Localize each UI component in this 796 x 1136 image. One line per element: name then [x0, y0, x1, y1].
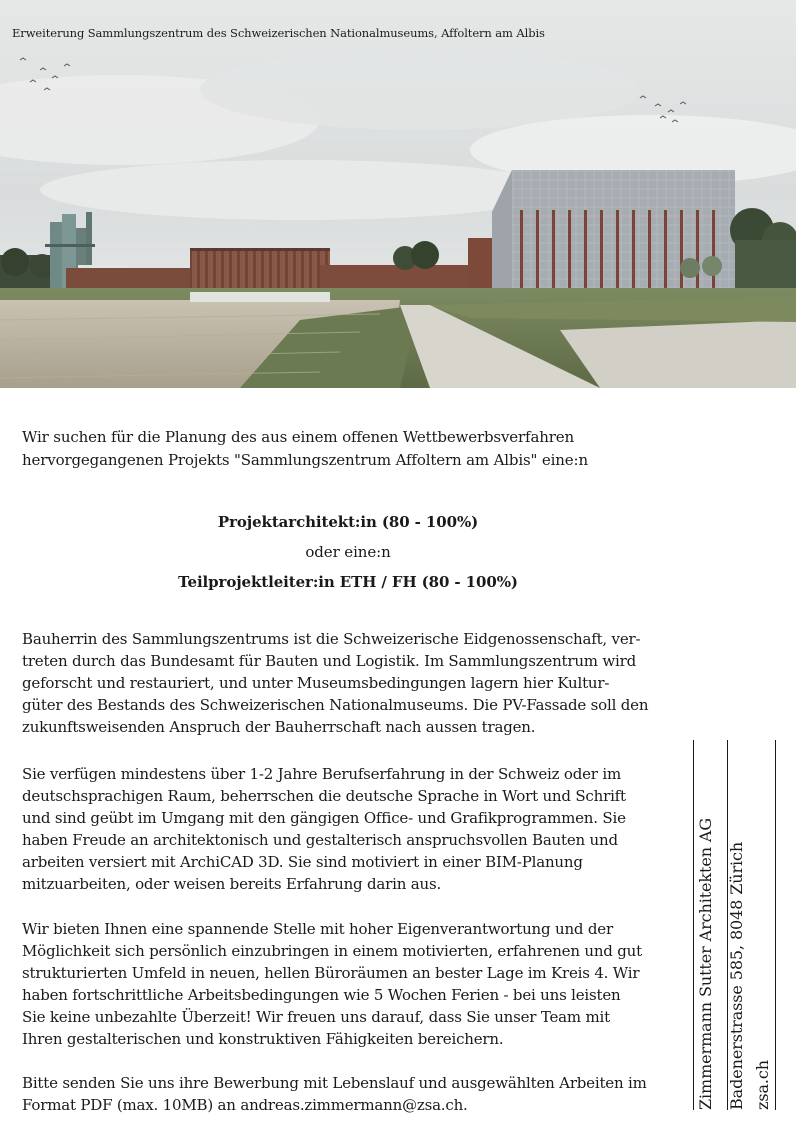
paragraph-requirements	[22, 763, 682, 895]
paragraph-line: Möglichkeit sich persönlich einzubringen in einem motivierten, erfahrenen und gut	[22, 942, 642, 960]
rendering-caption: Erweiterung Sammlungszentrum des Schweizerischen Nationalmuseums, Affoltern am Albis	[12, 26, 545, 40]
paragraph-line: güter des Bestands des Schweizerischen Nationalmuseums. Die PV-Fassade soll den	[22, 696, 649, 714]
paragraph-line: zukunftsweisenden Anspruch der Bauherrschaft nach aussen tragen.	[22, 718, 536, 736]
column-divider	[775, 740, 776, 1110]
paragraph-line: Bitte senden Sie uns ihre Bewerbung mit Lebenslauf und ausgewählten Arbeiten im	[22, 1074, 647, 1092]
paragraph-line: treten durch das Bundesamt für Bauten und Logistik. Im Sammlungszentrum wird	[22, 652, 637, 670]
position-title-secondary: Teilprojektleiter:in ETH / FH (80 - 100%)	[178, 573, 518, 591]
paragraph-client	[22, 628, 682, 738]
architectural-rendering-image	[0, 0, 796, 388]
paragraph-line: Wir bieten Ihnen eine spannende Stelle mit hoher Eigenverantwortung und der	[22, 920, 613, 938]
position-connector: oder eine:n	[305, 543, 391, 561]
intro-line: hervorgegangenen Projekts "Sammlungszentrum Affoltern am Albis" eine:n	[22, 451, 588, 469]
paragraph-line: Bauherrin des Sammlungszentrums ist die Schweizerische Eidgenossenschaft, ver-	[22, 630, 641, 648]
company-website: zsa.ch	[753, 1060, 772, 1110]
paragraph-line: haben Freude an architektonisch und gestalterisch anspruchsvollen Bauten und	[22, 831, 618, 849]
position-titles	[0, 507, 696, 597]
paragraph-line: haben fortschrittliche Arbeitsbedingungen wie 5 Wochen Ferien - bei uns leisten	[22, 986, 621, 1004]
paragraph-application	[22, 1072, 682, 1116]
position-title-primary: Projektarchitekt:in (80 - 100%)	[217, 513, 479, 531]
paragraph-line: Sie verfügen mindestens über 1-2 Jahre Berufserfahrung in der Schweiz oder im	[22, 765, 621, 783]
column-divider	[693, 740, 694, 1110]
paragraph-line: arbeiten versiert mit ArchiCAD 3D. Sie sind motiviert in einer BIM-Planung	[22, 853, 583, 871]
paragraph-offer	[22, 918, 682, 1050]
intro-text	[22, 426, 662, 472]
paragraph-line: Sie keine unbezahlte Überzeit! Wir freuen uns darauf, dass Sie unser Team mit	[22, 1008, 610, 1026]
company-name: Zimmermann Sutter Architekten AG	[696, 817, 715, 1110]
intro-line: Wir suchen für die Planung des aus einem offenen Wettbewerbsverfahren	[22, 428, 575, 446]
hero-rendering	[0, 0, 796, 388]
paragraph-line: strukturierten Umfeld in neuen, hellen Büroräumen an bester Lage im Kreis 4. Wir	[22, 964, 640, 982]
paragraph-line: geforscht und restauriert, und unter Museumsbedingungen lagern hier Kultur-	[22, 674, 610, 692]
paragraph-line: und sind geübt im Umgang mit den gängigen Office- und Grafikprogrammen. Sie	[22, 809, 626, 827]
paragraph-line: Format PDF (max. 10MB) an andreas.zimmermann@zsa.ch.	[22, 1096, 468, 1114]
paragraph-line: deutschsprachigen Raum, beherrschen die deutsche Sprache in Wort und Schrift	[22, 787, 626, 805]
paragraph-line: mitzuarbeiten, oder weisen bereits Erfahrung darin aus.	[22, 875, 442, 893]
company-address: Badenerstrasse 585, 8048 Zürich	[727, 841, 746, 1110]
paragraph-line: Ihren gestalterischen und konstruktiven Fähigkeiten bereichern.	[22, 1030, 504, 1048]
